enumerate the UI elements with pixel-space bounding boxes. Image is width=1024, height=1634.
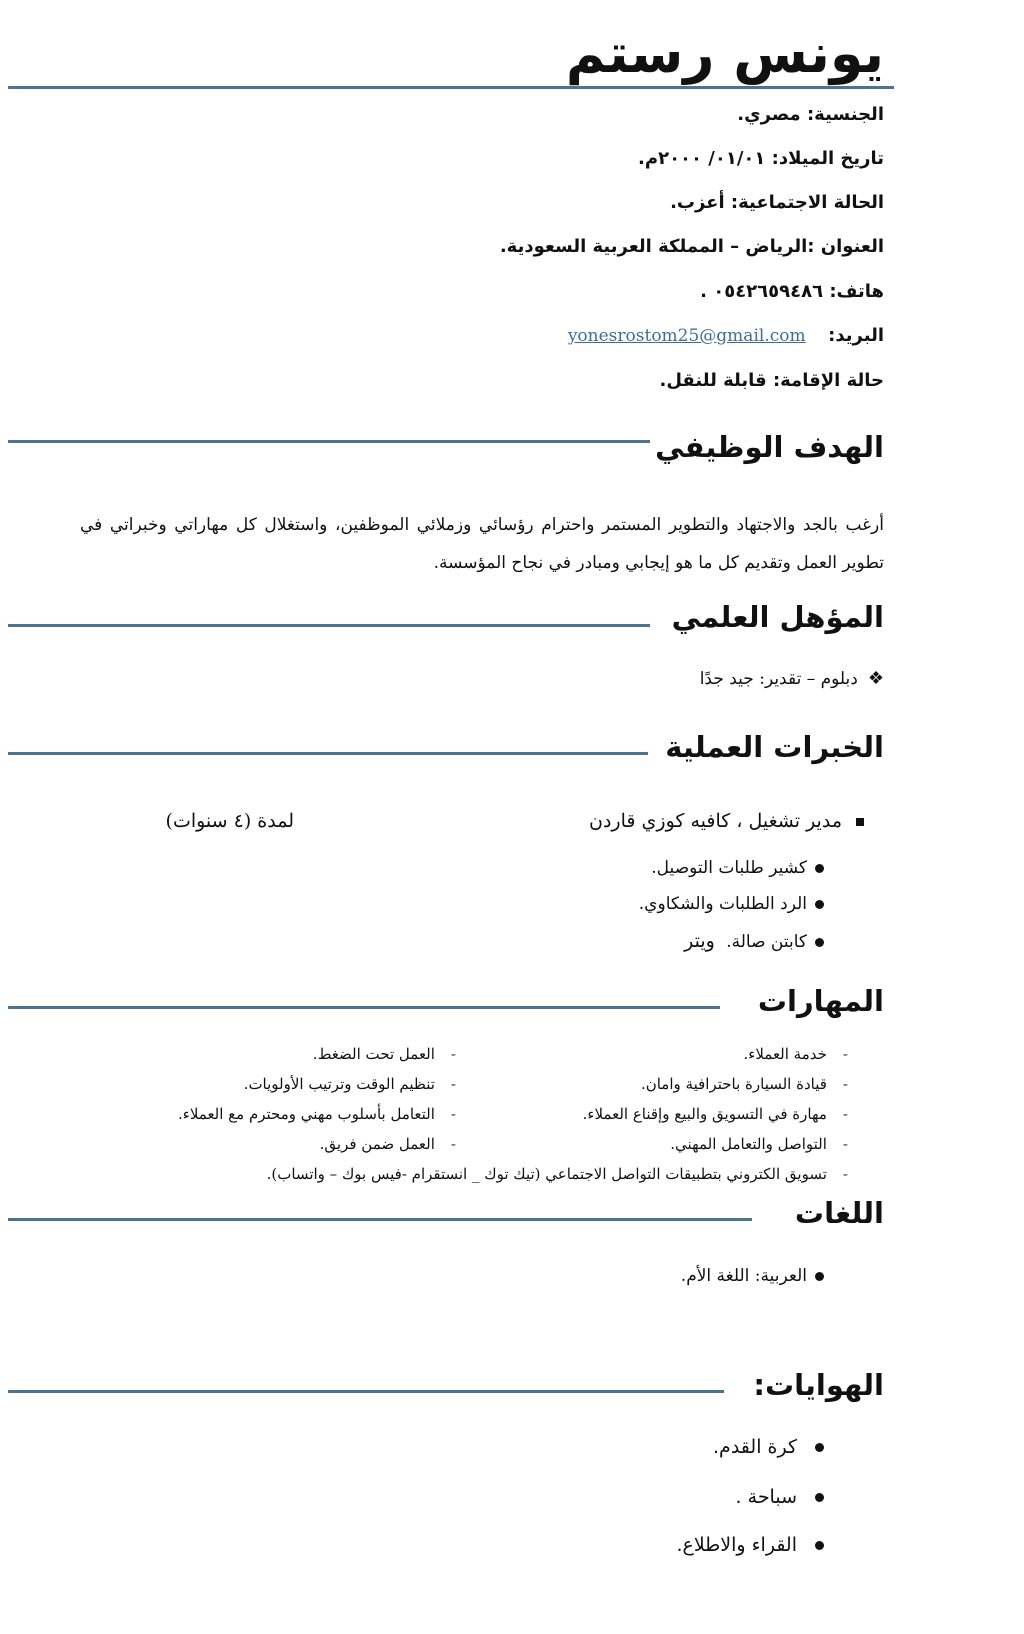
education-heading: المؤهل العلمي <box>671 600 884 634</box>
bullet-icon <box>815 1541 824 1550</box>
skill-item: -العمل ضمن فريق. <box>319 1135 456 1153</box>
hobbies-divider <box>8 1390 724 1393</box>
task-item: كابتن صالة. ويتر <box>684 930 824 952</box>
phone: هاتف: ٠٥٤٢٦٥٩٤٨٦ . <box>700 281 884 302</box>
task-item: كشير طلبات التوصيل. <box>651 858 824 878</box>
skill-item: -التواصل والتعامل المهني. <box>670 1135 848 1153</box>
square-bullet-icon <box>856 818 864 826</box>
bullet-icon <box>815 938 824 947</box>
email-row <box>568 325 884 346</box>
bullet-icon <box>815 864 824 873</box>
hobbies-heading: الهوايات: <box>753 1368 884 1402</box>
skill-item-full: -تسويق الكتروني بتطبيقات التواصل الاجتماعي (تيك توك _ انستقرام -فيس بوك – واتساب). <box>266 1165 848 1183</box>
objective-heading: الهدف الوظيفي <box>655 430 884 464</box>
skills-heading: المهارات <box>757 984 884 1018</box>
resume-name: يونس رستم <box>565 22 884 85</box>
bullet-icon <box>815 1493 824 1502</box>
job-title: مدير تشغيل ، كافيه كوزي قاردن <box>589 810 864 832</box>
language-item: العربية: اللغة الأم. <box>681 1266 824 1286</box>
experience-divider <box>8 752 648 755</box>
languages-heading: اللغات <box>794 1196 884 1230</box>
address: العنوان :الرياض – المملكة العربية السعودية. <box>499 236 884 257</box>
experience-heading: الخبرات العملية <box>665 730 884 764</box>
skill-item: -مهارة في التسويق والبيع وإقناع العملاء. <box>582 1105 848 1123</box>
education-degree: دبلوم – تقدير: جيد جدًا <box>699 669 858 689</box>
skill-item: -قيادة السيارة باحترافية وامان. <box>640 1075 848 1093</box>
skill-item: -التعامل بأسلوب مهني ومحترم مع العملاء. <box>178 1105 456 1123</box>
objective-divider <box>8 440 650 443</box>
bullet-icon <box>815 1443 824 1452</box>
marital-status: الحالة الاجتماعية: أعزب. <box>670 192 884 213</box>
task-item: الرد الطلبات والشكاوي. <box>639 894 824 914</box>
residence-status: حالة الإقامة: قابلة للنقل. <box>659 370 884 391</box>
education-divider <box>8 624 650 627</box>
hobby-item: القراء والاطلاع. <box>676 1534 824 1556</box>
skills-divider <box>8 1006 720 1009</box>
skill-item: -العمل تحت الضغط. <box>312 1045 456 1063</box>
languages-divider <box>8 1218 752 1221</box>
education-item <box>700 668 884 689</box>
hobby-item: كرة القدم. <box>713 1436 824 1458</box>
email-label: البريد: <box>828 325 884 346</box>
header-divider <box>8 86 894 89</box>
diamond-bullet-icon: ❖ <box>867 668 884 689</box>
hobby-item: سباحة . <box>736 1486 824 1508</box>
task-extra: ويتر <box>684 930 715 952</box>
birth-date: تاريخ الميلاد: ٠١/٠١/ ٢٠٠٠م. <box>638 148 884 169</box>
skill-item: -تنظيم الوقت وترتيب الأولويات. <box>243 1075 456 1093</box>
bullet-icon <box>815 1272 824 1281</box>
skill-item: -خدمة العملاء. <box>743 1045 848 1063</box>
nationality: الجنسية: مصري. <box>737 104 884 125</box>
objective-text: أرغب بالجد والاجتهاد والتطوير المستمر واحترام رؤسائي وزملائي الموظفين، واستغلال كل مهاراتي وخبراتي في تطوير العمل وتقديم كل ما هو إيجابي ومبادر في نجاح المؤسسة. <box>80 515 884 573</box>
job-duration: لمدة (٤ سنوات) <box>165 810 294 832</box>
email-link[interactable]: yonesrostom25@gmail.com <box>567 326 806 346</box>
bullet-icon <box>815 900 824 909</box>
